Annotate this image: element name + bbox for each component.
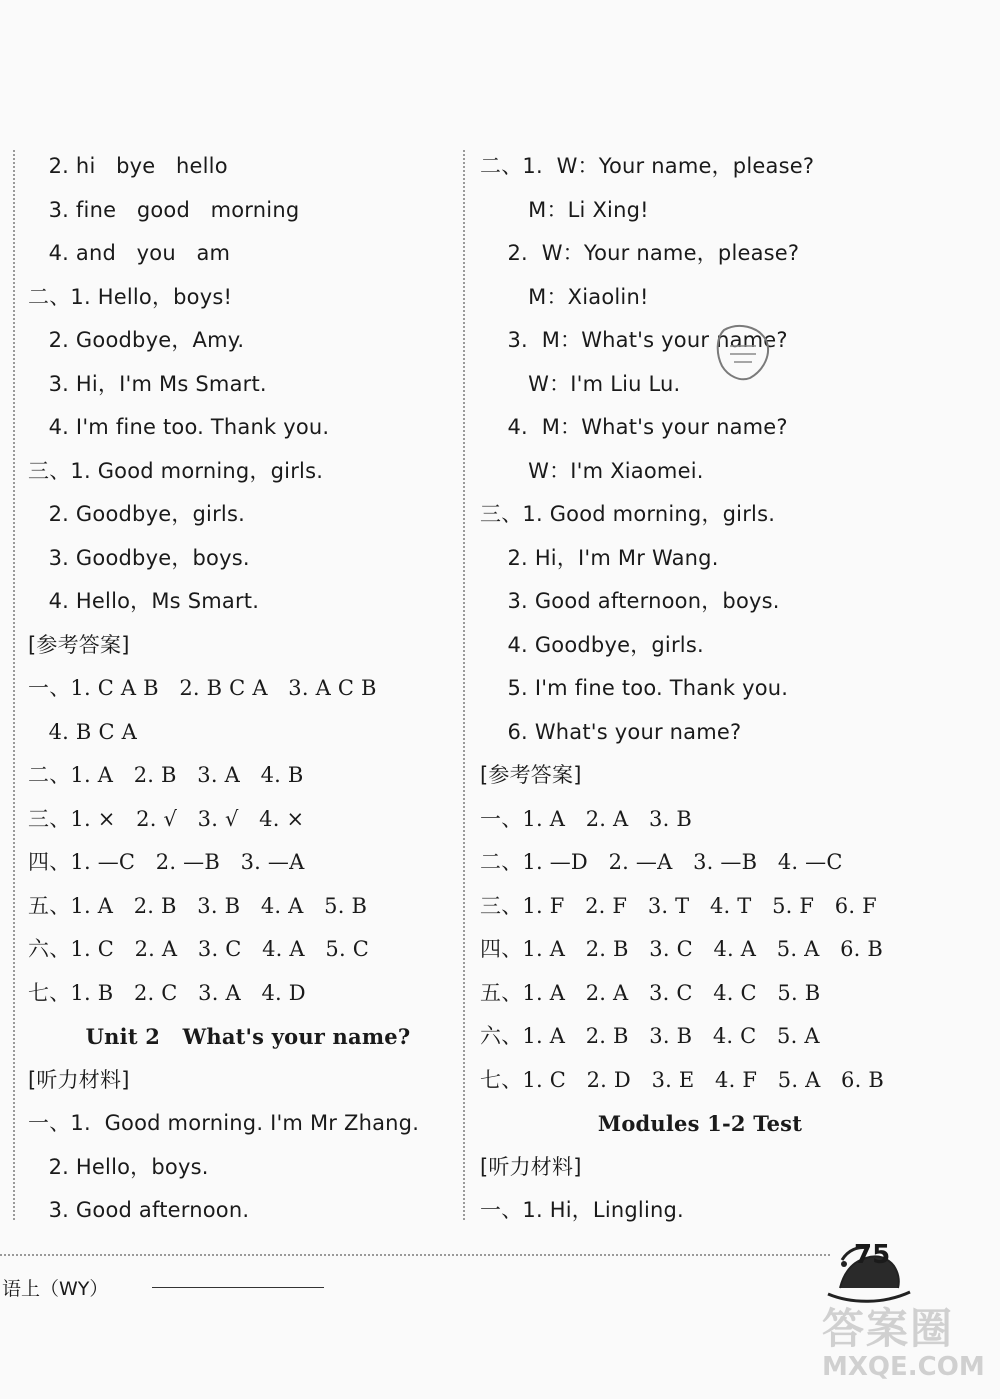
answer-line: 2. Hi，I'm Mr Wang. [480,545,719,570]
answer-line: 4. I'm fine too. Thank you. [28,415,330,439]
answer-line: 三、1. Good morning，girls. [480,502,776,526]
answer-line: 3. Hi，I'm Ms Smart. [28,371,267,396]
answer-line: 4. M：What's your name? [480,415,788,439]
answer-line: 一、1. Hi，Lingling. [480,1198,684,1222]
watermark-bottom: MXQE.COM [822,1352,985,1382]
answer-line: 四、1. —C 2. —B 3. —A [28,850,305,874]
answer-line: [听力材料] [480,1154,582,1179]
answer-line: 2. Goodbye，girls. [28,502,245,526]
answer-line: 2. hi bye hello [28,154,228,178]
section-heading: Unit 2 What's your name? [85,1024,411,1049]
answer-line: 4. B C A [28,719,137,744]
footer-underline [152,1287,324,1288]
footer-label: 语上（WY） [2,1278,109,1300]
answer-line: W：I'm Liu Lu. [480,371,681,396]
answer-line: 3. Good afternoon，boys. [480,589,780,613]
answer-line: 二、1. A 2. B 3. A 4. B [28,763,304,787]
answer-line: 一、1. C A B 2. B C A 3. A C B [28,676,377,700]
answer-line: 3. Goodbye，boys. [28,545,250,570]
answer-line: 6. What's your name? [480,719,742,744]
answer-line: M：Li Xing! [480,197,649,222]
answer-line: 3. fine good morning [28,197,300,222]
answer-line: 六、1. C 2. A 3. C 4. A 5. C [28,937,369,961]
answer-line: 2. Hello，boys. [28,1154,209,1179]
answer-line: 2. W：Your name，please? [480,241,800,265]
answer-line: 七、1. B 2. C 3. A 4. D [28,980,306,1005]
answer-line: 5. I'm fine too. Thank you. [480,676,789,700]
answer-line: 4. and you am [28,241,231,265]
answer-line: 六、1. A 2. B 3. B 4. C 5. A [480,1024,820,1048]
watermark [822,1306,998,1382]
answer-line: 3. M：What's your name? [480,328,788,352]
stamp-icon [714,322,772,382]
answer-line: 一、1. Good morning. I'm Mr Zhang. [28,1111,420,1135]
left-margin-divider [13,150,15,1220]
answer-line: 一、1. A 2. A 3. B [480,806,692,831]
watermark-top: 答案圈 [822,1304,955,1353]
left-column [28,145,468,1233]
answer-line: 2. Goodbye，Amy. [28,328,245,352]
answer-line: 三、1. F 2. F 3. T 4. T 5. F 6. F [480,893,877,918]
right-column [480,145,920,1233]
answer-line: [听力材料] [28,1067,130,1092]
answer-line: 3. Good afternoon. [28,1198,250,1222]
footer-rule [0,1254,830,1256]
answer-line: 三、1. Good morning，girls. [28,458,324,483]
answer-line: 五、1. A 2. B 3. B 4. A 5. B [28,893,368,918]
answer-line: 七、1. C 2. D 3. E 4. F 5. A 6. B [480,1067,885,1092]
answer-line: 五、1. A 2. A 3. C 4. C 5. B [480,980,821,1005]
answer-line: 二、1. W：Your name，please? [480,154,815,178]
answer-line: 四、1. A 2. B 3. C 4. A 5. A 6. B [480,937,884,961]
answer-line: 4. Hello，Ms Smart. [28,589,260,613]
answer-line: 三、1. × 2. √ 3. √ 4. × [28,806,305,831]
answer-line: [参考答案] [28,632,130,657]
answer-line: M：Xiaolin! [480,284,649,309]
answer-line: 二、1. —D 2. —A 3. —B 4. —C [480,850,843,874]
answer-line: W：I'm Xiaomei. [480,458,704,483]
page-number: 75 [854,1240,891,1270]
answer-line: [参考答案] [480,763,582,787]
answer-line: 4. Goodbye，girls. [480,632,704,657]
answer-line: 二、1. Hello，boys! [28,284,233,309]
section-heading: Modules 1-2 Test [597,1111,803,1136]
